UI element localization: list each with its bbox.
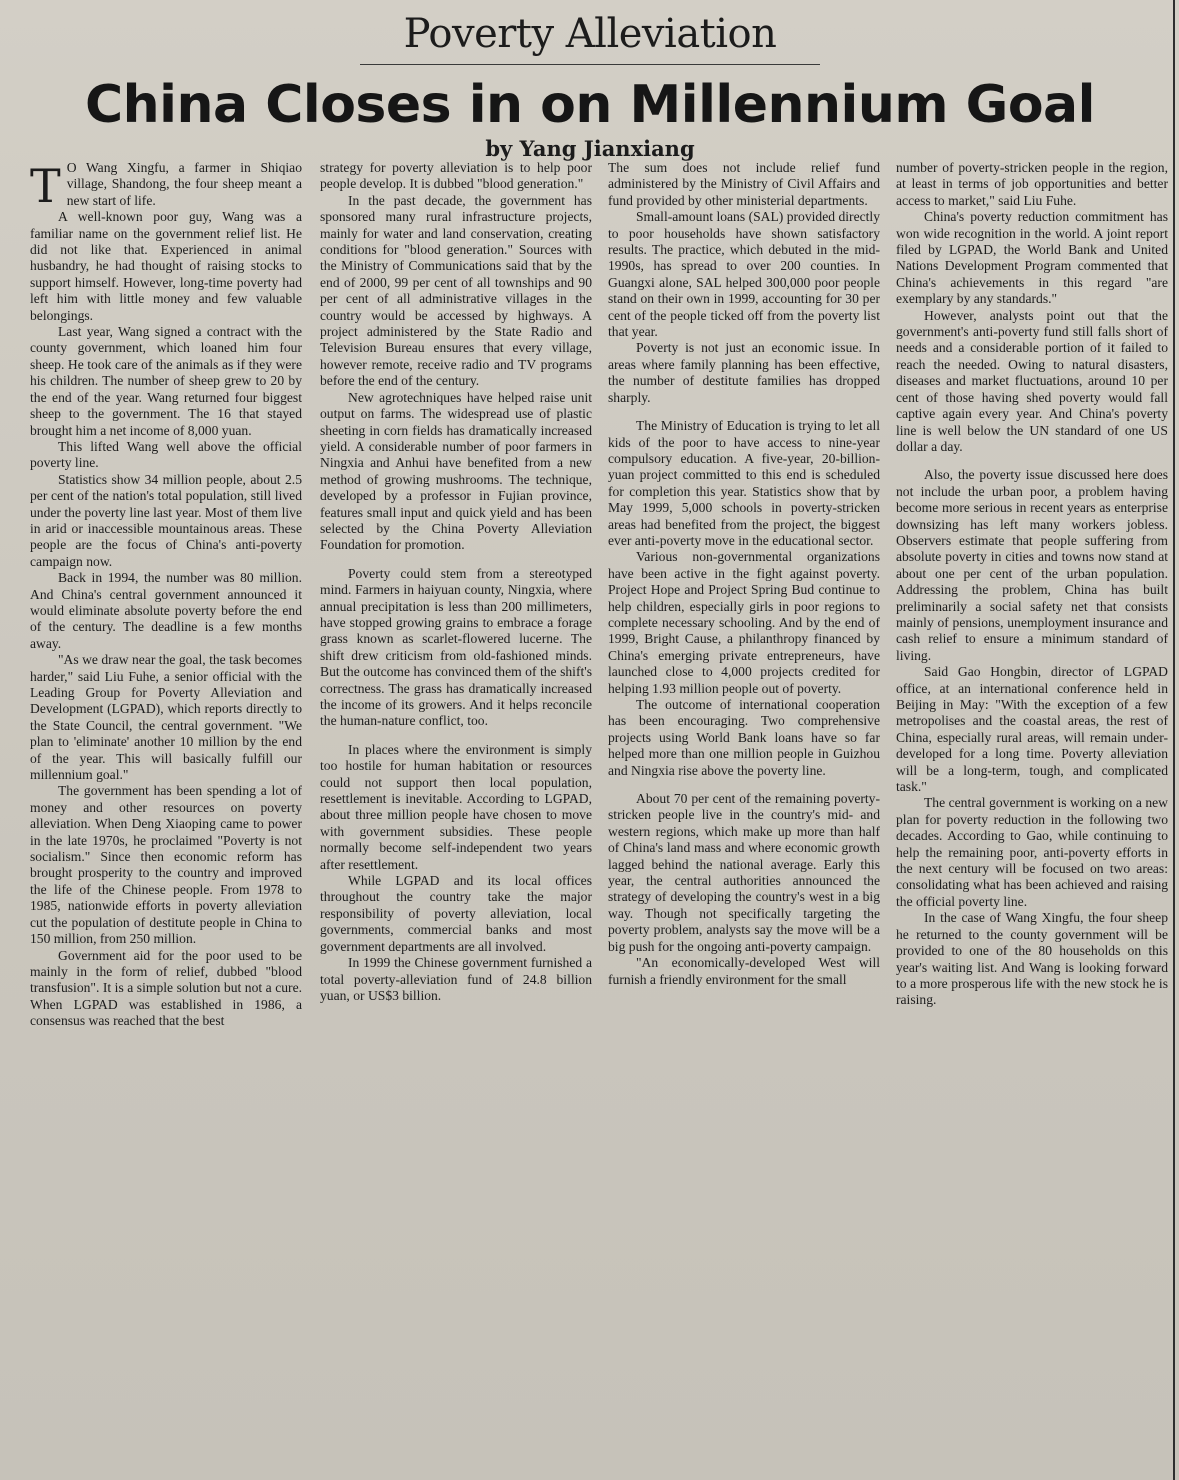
paragraph: The sum does not include relief fund administered by the Ministry of Civil Affairs and fund provided by other ministerial departments. <box>608 160 880 208</box>
paragraph: Government aid for the poor used to be mainly in the form of relief, dubbed "blood transfusion". It is a simple solution but not a cure. When LGPAD was established in 1986, a consensus was reached that the best <box>30 947 302 1029</box>
article-body <box>30 160 1170 1470</box>
column-2 <box>320 160 592 1470</box>
paragraph: In places where the environment is simply too hostile for human habitation or resources could not support then local population, resettlement is inevitable. According to LGPAD, about three million people have chosen to move with government subsidies. These people normally become self-independent two years after resettlement. <box>320 741 592 872</box>
paragraph: New agrotechniques have helped raise unit output on farms. The widespread use of plastic sheeting in corn fields has dramatically increased yield. A considerable number of poor farmers in Ningxia and Anhui have benefited from a new method of growing mushrooms. The technique, developed by a professor in Fujian province, features small input and quick yield and has been selected by the China Poverty Alleviation Foundation for promotion. <box>320 389 592 553</box>
paragraph: Also, the poverty issue discussed here does not include the urban poor, a problem having become more serious in recent years as enterprise downsizing has left many workers jobless. Observers estimate that people suffering from absolute poverty in cities and towns now stand at about one per cent of the urban population. Addressing the problem, China has built preliminarily a social safety net that consists mainly of pensions, unemployment insurance and cash relief to ensure a minimum standard of living. <box>896 467 1168 663</box>
paragraph: The outcome of international cooperation has been encouraging. Two comprehensive projects using World Bank loans have so far helped more than one million people in Guizhou and Ningxia rise above the poverty line. <box>608 697 880 778</box>
paragraph: While LGPAD and its local offices throughout the country take the major responsibility of poverty alleviation, local governments, commercial banks and most government departments are all involved. <box>320 873 592 954</box>
paragraph: number of poverty-stricken people in the region, at least in terms of job opportunities and better access to market," said Liu Fuhe. <box>896 160 1168 208</box>
paragraph: The central government is working on a new plan for poverty reduction in the following two decades. According to Gao, while continuing to help the remaining poor, anti-poverty efforts in the next century will be focused on two areas: consolidating what has been achieved and raising the official poverty line. <box>896 795 1168 909</box>
paragraph: About 70 per cent of the remaining poverty-stricken people live in the country's mid- and western regions, which make up more than half of China's land mass and where economic growth lagged behind the national average. Early this year, the central authorities announced the strategy of developing the country's west in a big way. Though not specifically targeting the poverty problem, analysts say the move will be a big push for the ongoing anti-poverty campaign. <box>608 791 880 954</box>
column-3 <box>608 160 880 1470</box>
paragraph <box>30 160 302 213</box>
paragraph: Statistics show 34 million people, about 2.5 per cent of the nation's total population, still lived under the poverty line last year. Most of them live in arid or inaccessible mountainous areas. These people are the focus of China's anti-poverty campaign now. <box>30 471 302 569</box>
paragraph: In the past decade, the government has sponsored many rural infrastructure projects, mainly for water and land conservation, creating conditions for "blood generation." Sources with the Ministry of Communications said that by the end of 2000, 99 per cent of all townships and 90 per cent of all administrative villages in the country would be accessed by highways. A project administered by the State Radio and Television Bureau ensures that every village, however remote, receive radio and TV programs before the end of the century. <box>320 192 592 389</box>
paragraph: This lifted Wang well above the official poverty line. <box>30 438 302 471</box>
column-divider-rule <box>1173 0 1175 1480</box>
paragraph: Poverty is not just an economic issue. In areas where family planning has been effective, the number of destitute families has dropped sharply. <box>608 340 880 405</box>
article-byline: by Yang Jianxiang <box>485 136 695 161</box>
paragraph: The government has been spending a lot of money and other resources on poverty alleviation. When Deng Xiaoping came to power in the late 1970s, he proclaimed "Poverty is not socialism." Since then economic reform has brought prosperity to the country and improved the life of the Chinese people. From 1978 to 1985, nationwide efforts in poverty alleviation cut the population of destitute people in China to 150 million, from 250 million. <box>30 783 302 947</box>
paragraph: In 1999 the Chinese government furnished a total poverty-alleviation fund of 24.8 billion yuan, or US$3 billion. <box>320 955 592 1003</box>
drop-cap: T <box>30 160 61 213</box>
paragraph: However, analysts point out that the government's anti-poverty fund still falls short of needs and a considerable portion of it failed to reach the needed. Owing to natural disasters, diseases and market fluctuations, around 10 per cent of those having shed poverty would fall captive again every year. And China's poverty line is well below the UN standard of one US dollar a day. <box>896 307 1168 454</box>
paragraph: Various non-governmental organizations have been active in the fight against poverty. Project Hope and Project Spring Bud continue to help children, especially girls in poor regions to complete necessary schooling. And by the end of 1999, Bright Cause, a philanthropy financed by China's emerging private entrepreneurs, have launched close to 4,000 projects credited for helping 1.93 million people out of poverty. <box>608 549 880 696</box>
paragraph: Small-amount loans (SAL) provided directly to poor households have shown satisfactory results. The practice, which debuted in the mid-1990s, has spread to over 200 counties. In Guangxi alone, SAL helped 300,000 poor people stand on their own in 1999, accounting for 30 per cent of the people ticked off from the poverty list that year. <box>608 209 880 340</box>
paragraph: Poverty could stem from a stereotyped mind. Farmers in haiyuan county, Ningxia, where annual precipitation is less than 200 millimeters, have stopped growing grains to embrace a forage grass known as scarlet-flowered lucerne. The shift drew criticism from old-fashioned minds. But the outcome has convinced them of the shift's correctness. The grass has dramatically increased the income of its growers. And it helps reconcile the human-nature conflict, too. <box>320 565 592 729</box>
column-1 <box>30 160 302 1470</box>
paragraph: A well-known poor guy, Wang was a familiar name on the government relief list. He did not like that. Experienced in animal husbandry, he had thought of raising stocks to support himself. However, long-time poverty had left him with little money and few valuable belongings. <box>30 209 302 323</box>
paragraph: strategy for poverty alleviation is to help poor people develop. It is dubbed "blood generation." <box>320 160 592 192</box>
paragraph: "As we draw near the goal, the task becomes harder," said Liu Fuhe, a senior official with the Leading Group for Poverty Alleviation and Development (LGPAD), which reports directly to the State Council, the central government. "We plan to 'eliminate' another 10 million by the end of the year. This will basically fulfill our millennium goal." <box>30 652 302 783</box>
paragraph-text: O Wang Xingfu, a farmer in Shiqiao village, Shandong, the four sheep meant a new start of life. <box>66 160 302 208</box>
column-4 <box>896 160 1168 1470</box>
paragraph: "An economically-developed West will furnish a friendly environment for the small <box>608 955 880 987</box>
paragraph: Last year, Wang signed a contract with the county government, which loaned him four sheep. He took care of the animals as if they were his children. The number of sheep grew to 20 by the end of the year. Wang returned four biggest sheep to the government. The 16 that stayed brought him a net income of 8,000 yuan. <box>30 324 302 438</box>
paragraph: In the case of Wang Xingfu, the four sheep he returned to the county government will be provided to one of the 80 households on this year's waiting list. And Wang is looking forward to a more prosperous life with the new stock he is raising. <box>896 910 1168 1008</box>
paragraph: The Ministry of Education is trying to let all kids of the poor to have access to nine-year compulsory education. A five-year, 20-billion-yuan project committed to this end is scheduled for completion this year. Statistics show that by May 1999, 5,000 schools in poverty-stricken areas had benefited from the project, the biggest ever anti-poverty move in the educational sector. <box>608 418 880 548</box>
paragraph: China's poverty reduction commitment has won wide recognition in the world. A joint report filed by LGPAD, the World Bank and United Nations Development Program commented that China's achievements in this regard "are exemplary by any standards." <box>896 209 1168 307</box>
section-title-underline <box>360 64 820 65</box>
paragraph: Said Gao Hongbin, director of LGPAD office, at an international conference held in Beijing in May: "With the exception of a few metropolises and the coastal areas, the rest of China, especially rural areas, will remain under-developed for a long time. Poverty alleviation will be a long-term, tough, and complicated task." <box>896 664 1168 795</box>
section-title: Poverty Alleviation <box>403 11 777 57</box>
paragraph: Back in 1994, the number was 80 million. And China's central government announced it would eliminate absolute poverty before the end of the century. The deadline is a few months away. <box>30 570 302 651</box>
article-headline: China Closes in on Millennium Goal <box>85 75 1095 135</box>
